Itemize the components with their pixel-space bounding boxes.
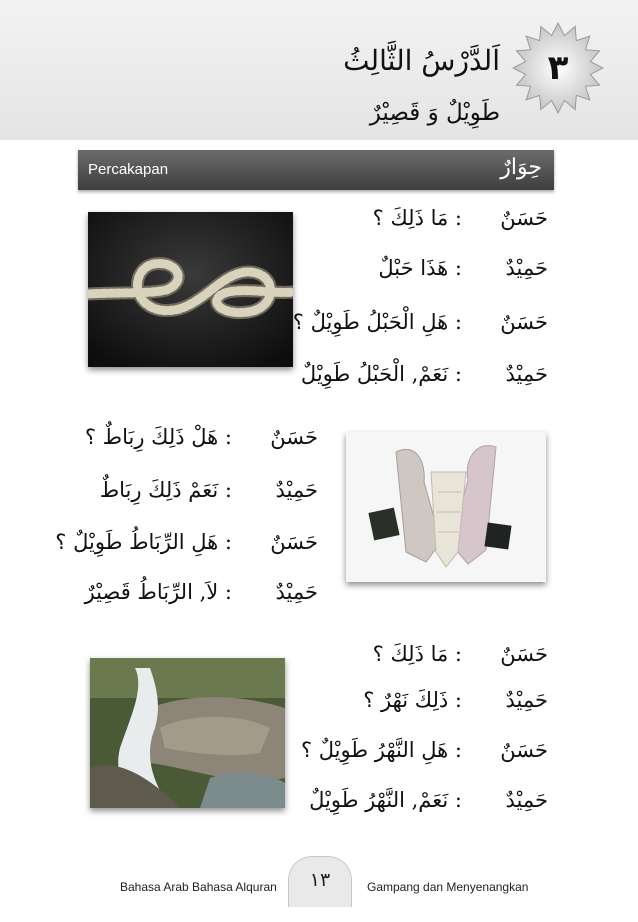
lesson-badge — [512, 22, 604, 114]
utterance: : مَا ذَلِكَ ؟ — [372, 642, 462, 666]
utterance: : نَعَمْ, النَّهْرُ طَوِيْلٌ — [309, 788, 462, 812]
speaker-name: حَمِيْدٌ — [505, 362, 548, 386]
page-number-tab — [288, 856, 352, 907]
utterance: : هَلِ الْحَبْلُ طَوِيْلٌ ؟ — [292, 310, 462, 334]
utterance: : نَعَمْ, الْحَبْلُ طَوِيْلٌ — [300, 362, 462, 386]
utterance: : هَلِ الرِّبَاطُ طَوِيْلٌ ؟ — [55, 530, 232, 554]
utterance: : مَا ذَلِكَ ؟ — [372, 206, 462, 230]
speaker-name: حَمِيْدٌ — [505, 256, 548, 280]
section-title-latin: Percakapan — [88, 161, 169, 178]
speaker-name: حَسَنٌ — [500, 310, 548, 334]
lesson-subtitle: طَوِيْلٌ وَ قَصِيْرٌ — [369, 100, 500, 126]
waterfall-photo — [90, 658, 285, 808]
section-title-arabic: حِوَارٌ — [500, 155, 542, 180]
utterance: : ذَلِكَ نَهْرٌ ؟ — [363, 688, 462, 712]
speaker-name: حَسَنٌ — [500, 206, 548, 230]
speaker-name: حَسَنٌ — [270, 530, 318, 554]
speaker-name: حَسَنٌ — [500, 738, 548, 762]
speaker-name: حَمِيْدٌ — [505, 788, 548, 812]
footer-book-title: Bahasa Arab Bahasa Alquran — [120, 880, 277, 894]
speaker-name: حَمِيْدٌ — [505, 688, 548, 712]
page-number: ١٣ — [309, 869, 331, 891]
speaker-name: حَسَنٌ — [500, 642, 548, 666]
utterance: : هَلِ النَّهْرُ طَوِيْلٌ ؟ — [300, 738, 462, 762]
utterance: : نَعَمْ ذَلِكَ رِبَاطٌ — [99, 478, 232, 502]
rope-knot-photo — [88, 212, 293, 367]
section-bar — [78, 150, 554, 190]
neckties-photo — [346, 432, 546, 582]
utterance: : هَلْ ذَلِكَ رِبَاطٌ ؟ — [84, 425, 232, 449]
speaker-name: حَمِيْدٌ — [275, 580, 318, 604]
utterance: : لاَ, الرِّبَاطُ قَصِيْرٌ — [84, 580, 232, 604]
utterance: : هَذَا حَبْلٌ — [378, 256, 462, 280]
footer-tagline: Gampang dan Menyenangkan — [367, 880, 529, 894]
lesson-title: اَلدَّرْسُ الثَّالِثُ — [343, 44, 500, 77]
lesson-number: ٣ — [547, 48, 569, 88]
speaker-name: حَمِيْدٌ — [275, 478, 318, 502]
speaker-name: حَسَنٌ — [270, 425, 318, 449]
